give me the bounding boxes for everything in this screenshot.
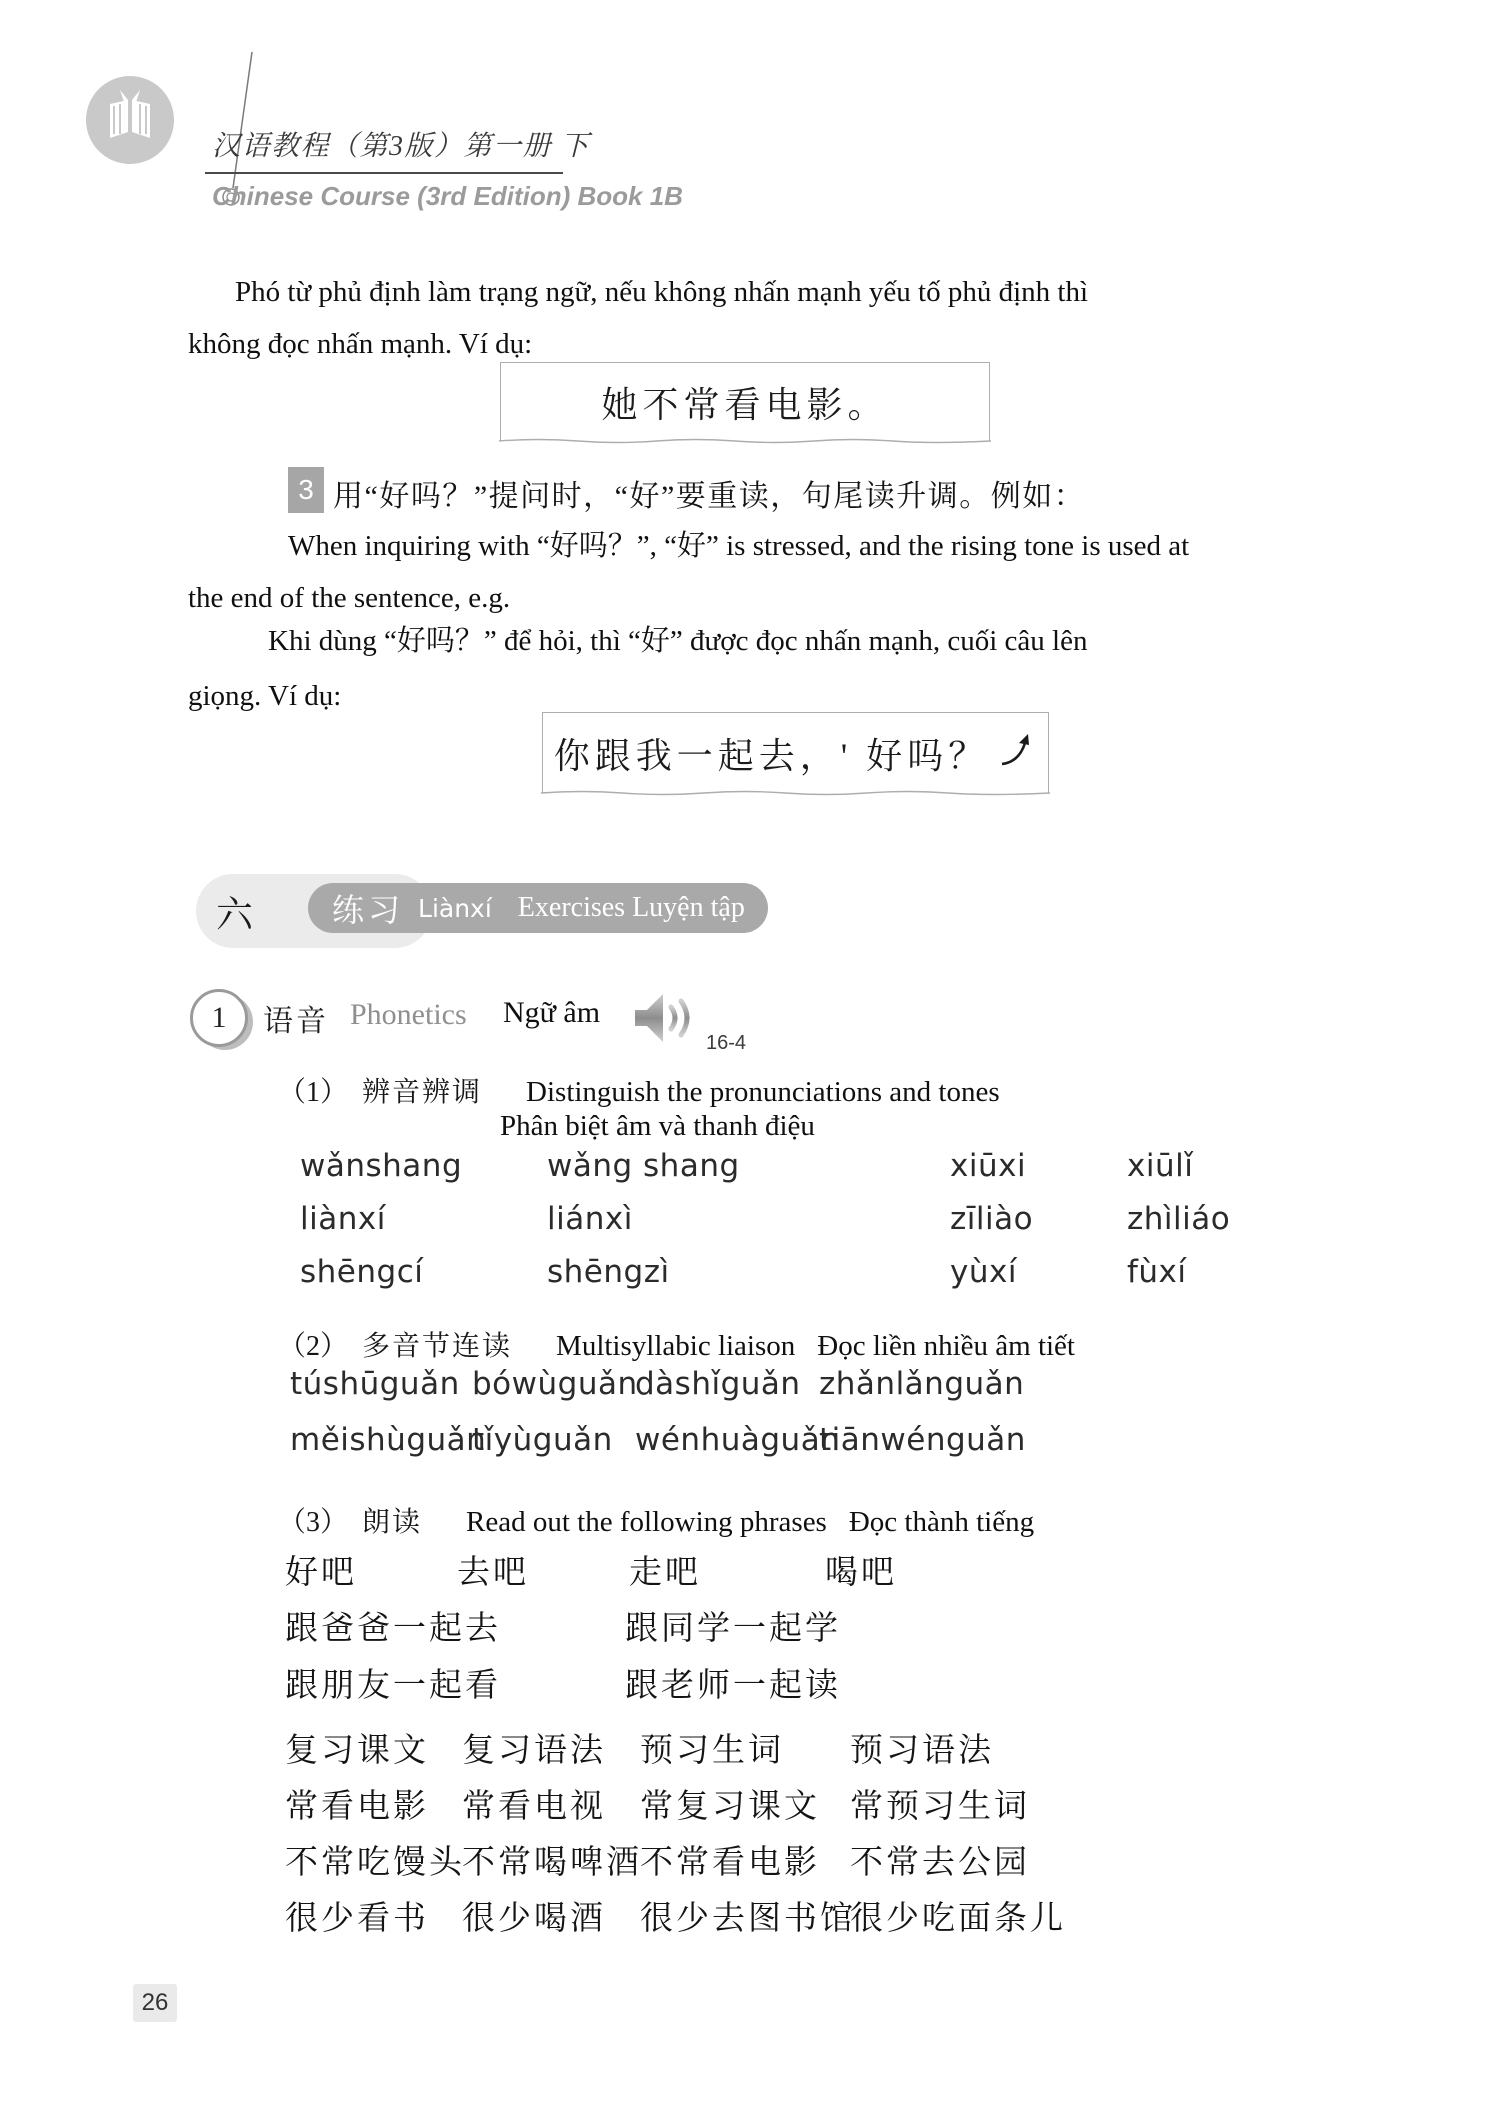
- phrase-item: 去吧: [457, 1555, 529, 1591]
- item-number: （2）: [278, 1331, 349, 1362]
- intro-paragraph: [188, 266, 1333, 370]
- phrase-item: 跟老师一起读: [625, 1668, 841, 1704]
- book-title-chinese: 汉语教程（第3版）第一册 下: [212, 131, 591, 162]
- phrase-item: 预习生词: [640, 1733, 784, 1769]
- pinyin-item: měishùguǎn: [290, 1422, 487, 1458]
- pinyin-row: [300, 1148, 1193, 1184]
- pinyin-row: [300, 1201, 1230, 1237]
- pinyin-item: liànxí: [300, 1201, 386, 1237]
- torn-edge: [541, 789, 1050, 797]
- pinyin-item: xiūlǐ: [1127, 1148, 1194, 1184]
- audio-track-number: 16-4: [706, 1032, 747, 1054]
- section-title-pinyin: Liànxí: [418, 893, 492, 923]
- pinyin-item: fùxí: [1127, 1254, 1187, 1290]
- phrase-item: 常看电影: [285, 1789, 429, 1825]
- phonetics-vietnamese: Ngữ âm: [503, 996, 601, 1029]
- phrase-item: 很少看书: [285, 1901, 429, 1937]
- page-number: 26: [133, 1984, 177, 2022]
- phrase-item: 预习语法: [850, 1733, 994, 1769]
- phrase-item: 不常去公园: [850, 1845, 1030, 1881]
- phrase-row: [285, 1724, 994, 1771]
- pinyin-item: liánxì: [547, 1201, 633, 1237]
- exercise-1-1-vietnamese: Phân biệt âm và thanh điệu: [500, 1110, 815, 1142]
- phrase-item: 很少吃面条儿: [850, 1901, 1066, 1937]
- phrase-row: [285, 1780, 1030, 1827]
- pinyin-item: wǎnshang: [300, 1148, 463, 1184]
- item-english: Read out the following phrases: [466, 1506, 827, 1538]
- pinyin-item: zīliào: [950, 1201, 1034, 1237]
- pinyin-item: tiānwénguǎn: [819, 1422, 1026, 1458]
- phrase-item: 常看电视: [462, 1789, 606, 1825]
- item-number: （1）: [278, 1077, 349, 1108]
- section-title-chinese: 练习: [332, 892, 405, 928]
- phrase-item: 常复习课文: [640, 1789, 820, 1825]
- phrase-row: [285, 1602, 841, 1649]
- torn-edge: [499, 437, 991, 445]
- item-english: Multisyllabic liaison: [556, 1330, 796, 1362]
- book-title-english: Chinese Course (3rd Edition) Book 1B: [212, 181, 683, 211]
- phrase-item: 复习语法: [462, 1733, 606, 1769]
- item-chinese: 多音节连读: [362, 1331, 513, 1362]
- exercise-1-circle-number: 1: [190, 989, 248, 1047]
- phrase-item: 喝吧: [825, 1555, 897, 1591]
- item-vietnamese: Đọc thành tiếng: [848, 1506, 1035, 1538]
- section-number: 六: [216, 895, 253, 936]
- phrase-row: [285, 1659, 841, 1706]
- phrase-item: 不常看电影: [640, 1845, 820, 1881]
- pinyin-item: wǎng shang: [547, 1148, 740, 1184]
- pinyin-item: shēngcí: [300, 1254, 424, 1290]
- phrase-item: 跟同学一起学: [625, 1611, 841, 1647]
- phrase-item: 不常吃馒头: [285, 1845, 465, 1881]
- pinyin-item: wénhuàguǎn: [635, 1422, 841, 1458]
- speaker-icon: [632, 990, 694, 1046]
- item-vietnamese: Đọc liền nhiều âm tiết: [817, 1330, 1075, 1362]
- pinyin-item: tǐyùguǎn: [472, 1422, 613, 1458]
- intro-line-2: không đọc nhấn mạnh. Ví dụ:: [188, 328, 533, 360]
- phrase-item: 常预习生词: [850, 1789, 1030, 1825]
- phrase-item: 很少去图书馆: [640, 1901, 856, 1937]
- phonetics-chinese: 语音: [263, 1005, 329, 1038]
- phrase-row: [285, 1546, 897, 1593]
- phrase-row: [285, 1836, 1030, 1883]
- pinyin-row: [290, 1422, 1026, 1458]
- point-3-badge: 3: [288, 467, 324, 513]
- phrase-item: 好吧: [285, 1555, 357, 1591]
- point-3-english-line-2: the end of the sentence, e.g.: [188, 582, 511, 614]
- section-title-english-vietnamese: Exercises Luyện tập: [517, 892, 745, 923]
- phrase-item: 不常喝啤酒: [462, 1845, 642, 1881]
- section-title-bar: [308, 883, 768, 933]
- point-3-vietnamese-line-1: Khi dùng “好吗？” để hỏi, thì “好” được đọc nhấn mạnh, cuối câu lên: [268, 625, 1088, 657]
- item-number: （3）: [278, 1507, 349, 1538]
- phrase-item: 走吧: [629, 1555, 701, 1591]
- pinyin-item: túshūguǎn: [290, 1366, 460, 1402]
- phrase-item: 复习课文: [285, 1733, 429, 1769]
- pinyin-row: [290, 1366, 1024, 1402]
- pinyin-row: [300, 1254, 1187, 1290]
- publisher-logo-book-icon: [84, 74, 176, 166]
- phonetics-english: Phonetics: [350, 998, 467, 1031]
- item-english: Distinguish the pronunciations and tones: [526, 1076, 1000, 1108]
- point-3-vietnamese: [188, 614, 1338, 724]
- rising-tone-arrow-icon: [995, 730, 1037, 772]
- pinyin-item: yùxí: [950, 1254, 1017, 1290]
- point-3-vietnamese-line-2: giọng. Ví dụ:: [188, 680, 342, 712]
- example-box-2: [542, 712, 1049, 793]
- item-chinese: 朗读: [362, 1507, 423, 1538]
- intro-line-1: Phó từ phủ định làm trạng ngữ, nếu không nhấn mạnh yếu tố phủ định thì: [235, 276, 1089, 308]
- example-2-text: 你跟我一起去，' 好吗？: [553, 735, 990, 776]
- point-3-chinese: 用“好吗？”提问时，“好”要重读，句尾读升调。例如：: [333, 480, 1086, 513]
- pinyin-item: zhǎnlǎnguǎn: [819, 1366, 1025, 1402]
- phrase-item: 跟朋友一起看: [285, 1668, 501, 1704]
- example-box-1: [500, 362, 990, 441]
- point-3-english: [188, 520, 1338, 624]
- example-1-text: 她不常看电影。: [601, 384, 889, 425]
- item-chinese: 辨音辨调: [362, 1077, 483, 1108]
- pinyin-item: zhìliáo: [1127, 1201, 1231, 1237]
- point-3-english-line-1: When inquiring with “好吗？”, “好” is stressed, and the rising tone is used at: [288, 530, 1190, 562]
- phrase-row: [285, 1892, 1066, 1939]
- exercise-1-1-heading: [278, 1070, 1000, 1110]
- pinyin-item: dàshǐguǎn: [635, 1366, 801, 1402]
- exercise-1-3-heading: [278, 1500, 1034, 1540]
- header-rule: [205, 172, 563, 174]
- pinyin-item: bówùguǎn: [472, 1366, 638, 1402]
- pinyin-item: xiūxi: [950, 1148, 1027, 1184]
- exercise-1-2-heading: [278, 1324, 1075, 1364]
- phrase-item: 跟爸爸一起去: [285, 1611, 501, 1647]
- pinyin-item: shēngzì: [547, 1254, 670, 1290]
- phrase-item: 很少喝酒: [462, 1901, 606, 1937]
